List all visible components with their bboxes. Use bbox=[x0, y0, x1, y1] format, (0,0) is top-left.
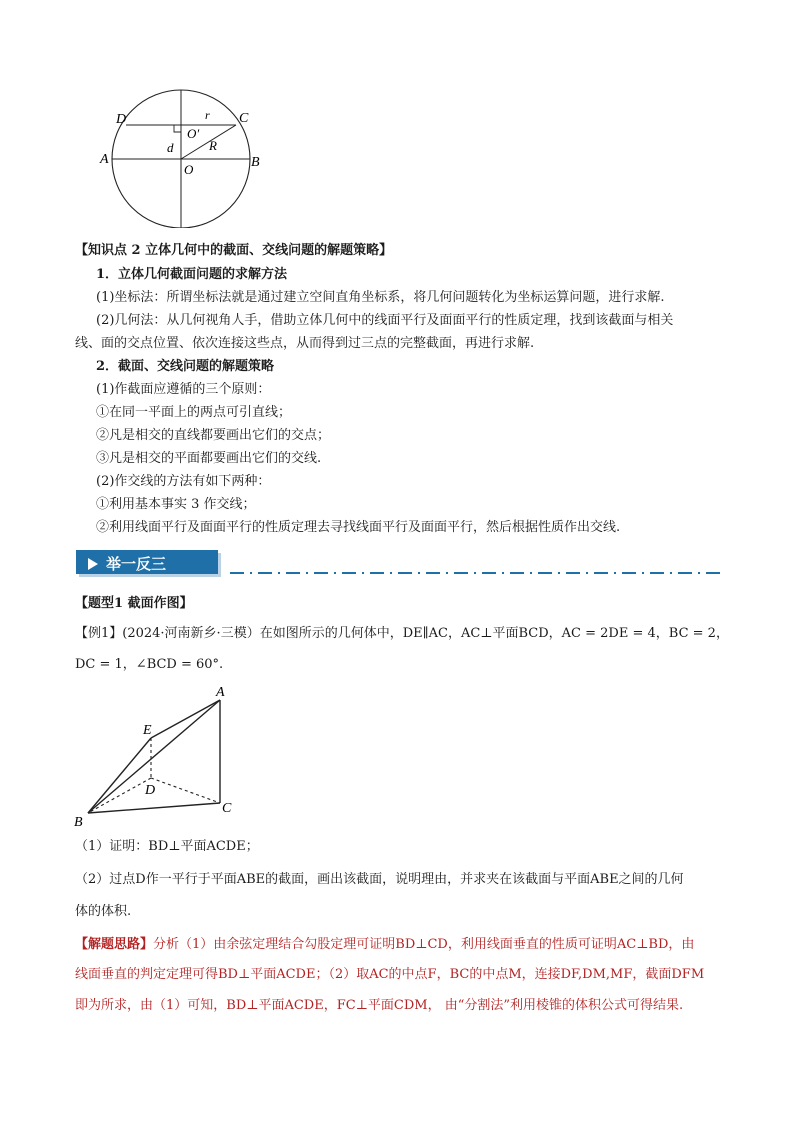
section-2-para-6: ①利用基本事实 3 作交线； bbox=[96, 497, 256, 512]
label-D: D bbox=[116, 112, 127, 127]
section-1-title: 1．立体几何截面问题的求解方法 bbox=[96, 267, 288, 282]
label-E: E bbox=[143, 723, 152, 738]
example-line-1: 【例1】(2024·河南新乡·三模）在如图所示的几何体中，DE∥AC，AC⊥平面BCD，AC = 2DE = 4，BC = 2， bbox=[75, 626, 729, 641]
edge-EA bbox=[151, 700, 220, 738]
play-triangle-icon bbox=[88, 558, 98, 570]
section-2-para-5: (2)作交线的方法有如下两种： bbox=[96, 474, 271, 489]
label-C: C bbox=[239, 111, 249, 126]
section-2-para-2: ①在同一平面上的两点可引直线； bbox=[96, 405, 292, 420]
solution-line-2: 线面垂直的判定定理可得BD⊥平面ACDE；（2）取AC的中点F，BC的中点M，连接DF,DM,MF，截面DFM bbox=[75, 967, 705, 982]
label-B: B bbox=[251, 155, 260, 170]
edge-BE bbox=[88, 738, 151, 813]
section-2-para-3: ②凡是相交的直线都要画出它们的交点； bbox=[96, 428, 331, 443]
section-1-para-2a: (2)几何法：从几何视角人手，借助立体几何中的线面平行及面面平行的性质定理，找到该截面与相关 bbox=[96, 313, 674, 328]
knowledge-point-heading: 【知识点 2 立体几何中的截面、交线问题的解题策略】 bbox=[75, 243, 393, 258]
label-B: B bbox=[74, 815, 83, 830]
question-2a: （2）过点D作一平行于平面ABE的截面，画出该截面，说明理由，并求夹在该截面与平面ABE之间的几何 bbox=[75, 872, 684, 887]
type-heading: 【题型1 截面作图】 bbox=[75, 596, 193, 611]
solution-line-3: 即为所求，由（1）可知，BD⊥平面ACDE，FC⊥平面CDM， 由“分割法”利用棱锥的体积公式可得结果. bbox=[75, 998, 684, 1013]
solution-text-1: 分析（1）由余弦定理结合勾股定理可证明BD⊥CD，利用线面垂直的性质可证明AC⊥BD，由 bbox=[153, 937, 695, 952]
label-O1: O′ bbox=[187, 126, 200, 141]
label-A: A bbox=[100, 152, 109, 167]
edge-DB bbox=[88, 778, 151, 813]
section-2-title: 2．截面、交线问题的解题策略 bbox=[96, 359, 275, 374]
section-banner bbox=[76, 550, 222, 576]
label-A: A bbox=[216, 685, 225, 700]
question-1: （1）证明：BD⊥平面ACDE； bbox=[75, 839, 259, 854]
edge-BC bbox=[88, 803, 220, 813]
label-r: r bbox=[205, 108, 210, 122]
section-2-para-7: ②利用线面平行及面面平行的性质定理去寻找线面平行及面面平行，然后根据性质作出交线. bbox=[96, 520, 621, 535]
banner-dash-divider bbox=[230, 572, 720, 574]
label-C: C bbox=[222, 801, 232, 816]
solution-label: 【解题思路】 bbox=[75, 937, 154, 952]
label-D: D bbox=[145, 783, 156, 798]
label-R: R bbox=[209, 138, 217, 153]
section-1-para-1: (1)坐标法：所谓坐标法就是通过建立空间直角坐标系，将几何问题转化为坐标运算问题，进行求解. bbox=[96, 290, 665, 305]
section-2-para-4: ③凡是相交的平面都要画出它们的交线. bbox=[96, 451, 322, 466]
banner-label: 举一反三 bbox=[106, 555, 167, 573]
solid-figure bbox=[70, 684, 240, 830]
edge-DC bbox=[151, 778, 220, 803]
label-O: O bbox=[184, 162, 194, 177]
example-line-2: DC = 1，∠BCD = 60°. bbox=[75, 657, 224, 672]
section-2-para-1: (1)作截面应遵循的三个原则： bbox=[96, 382, 271, 397]
label-d: d bbox=[167, 140, 174, 155]
sphere-section-figure bbox=[95, 88, 270, 228]
section-1-para-2b: 线、面的交点位置、依次连接这些点，从而得到过三点的完整截面，再进行求解. bbox=[75, 336, 535, 351]
solution-line-1 bbox=[75, 937, 694, 953]
right-angle-mark bbox=[174, 125, 181, 132]
question-2b: 体的体积. bbox=[75, 904, 132, 919]
